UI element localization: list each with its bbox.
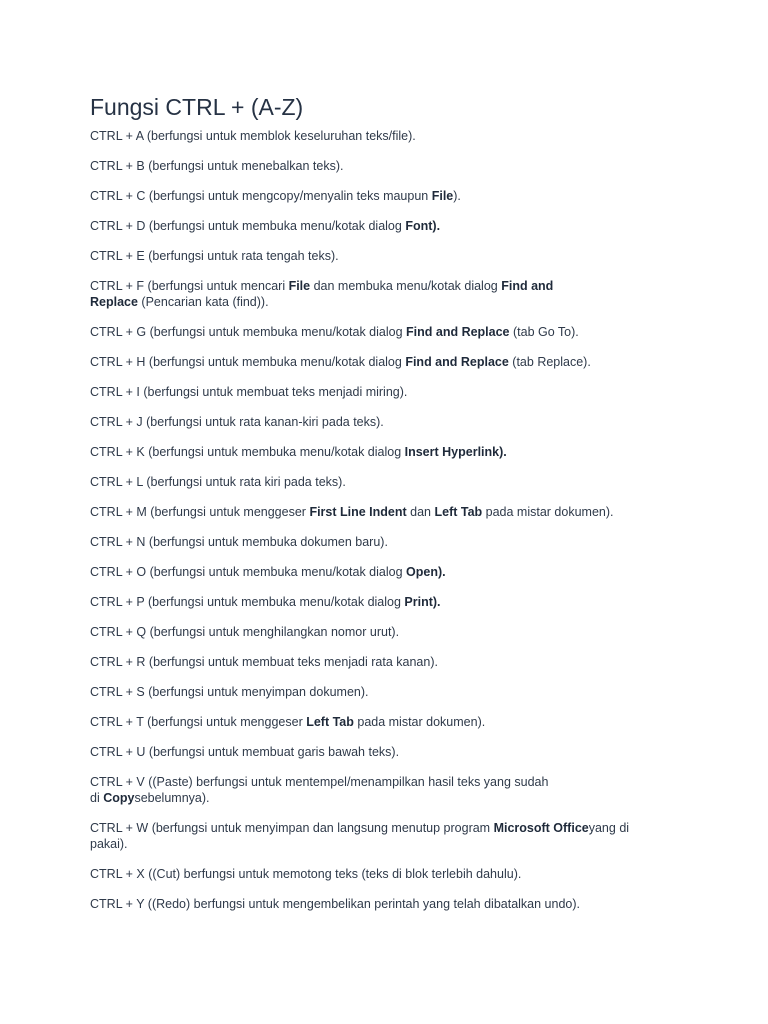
- shortcut-text: di: [90, 791, 104, 805]
- bold-term: File: [288, 279, 311, 293]
- paragraph-gap: [90, 340, 680, 354]
- shortcut-item: [90, 534, 680, 550]
- shortcut-text: CTRL + F (berfungsi untuk mencari: [90, 279, 289, 293]
- bold-term: Left Tab: [434, 505, 483, 519]
- bold-term: Find and: [501, 279, 554, 293]
- paragraph-gap: [90, 460, 680, 474]
- shortcut-text: CTRL + D (berfungsi untuk membuka menu/kotak dialog: [90, 219, 406, 233]
- bold-term: File: [431, 189, 454, 203]
- shortcut-text: CTRL + Q (berfungsi untuk menghilangkan nomor urut).: [90, 625, 400, 639]
- shortcut-item: [90, 594, 680, 610]
- shortcut-list: [90, 128, 680, 912]
- bold-term: Find and Replace: [406, 325, 510, 339]
- shortcut-text: CTRL + X ((Cut) berfungsi untuk memotong teks (teks di blok terlebih dahulu).: [90, 867, 522, 881]
- shortcut-item: [90, 324, 680, 340]
- bold-term: Find and Replace: [405, 355, 509, 369]
- paragraph-gap: [90, 806, 680, 820]
- shortcut-text: CTRL + T (berfungsi untuk menggeser: [90, 715, 307, 729]
- shortcut-text: CTRL + Y ((Redo) berfungsi untuk mengembelikan perintah yang telah dibatalkan undo).: [90, 897, 580, 911]
- paragraph-gap: [90, 670, 680, 684]
- shortcut-text: CTRL + A (berfungsi untuk memblok keseluruhan teks/file).: [90, 129, 416, 143]
- shortcut-text: CTRL + V ((Paste) berfungsi untuk mentempel/menampilkan hasil teks yang sudah: [90, 775, 549, 789]
- shortcut-item: [90, 820, 680, 852]
- shortcut-text: yang di: [588, 821, 630, 835]
- paragraph-gap: [90, 370, 680, 384]
- bold-term: Replace: [90, 295, 138, 309]
- paragraph-gap: [90, 550, 680, 564]
- paragraph-gap: [90, 882, 680, 896]
- shortcut-item: [90, 354, 680, 370]
- shortcut-item: [90, 714, 680, 730]
- paragraph-gap: [90, 144, 680, 158]
- shortcut-text: CTRL + B (berfungsi untuk menebalkan teks).: [90, 159, 344, 173]
- paragraph-gap: [90, 520, 680, 534]
- shortcut-text: CTRL + G (berfungsi untuk membuka menu/kotak dialog: [90, 325, 407, 339]
- shortcut-item: [90, 444, 680, 460]
- shortcut-item: [90, 414, 680, 430]
- paragraph-gap: [90, 204, 680, 218]
- shortcut-text: CTRL + I (berfungsi untuk membuat teks menjadi miring).: [90, 385, 408, 399]
- paragraph-gap: [90, 640, 680, 654]
- shortcut-text: pada mistar dokumen).: [482, 505, 614, 519]
- paragraph-gap: [90, 430, 680, 444]
- paragraph-gap: [90, 310, 680, 324]
- shortcut-item: [90, 654, 680, 670]
- bold-term: Copy: [103, 791, 135, 805]
- shortcut-item: [90, 384, 680, 400]
- shortcut-item: [90, 684, 680, 700]
- paragraph-gap: [90, 852, 680, 866]
- shortcut-text: CTRL + W (berfungsi untuk menyimpan dan langsung menutup program: [90, 821, 494, 835]
- shortcut-text: CTRL + R (berfungsi untuk membuat teks menjadi rata kanan).: [90, 655, 438, 669]
- bold-term: First Line Indent: [309, 505, 407, 519]
- paragraph-gap: [90, 700, 680, 714]
- shortcut-item: [90, 218, 680, 234]
- bold-term: ).: [432, 219, 441, 233]
- bold-term: Left Tab: [306, 715, 354, 729]
- shortcut-item: [90, 278, 680, 310]
- shortcut-text: sebelumnya).: [134, 791, 210, 805]
- paragraph-gap: [90, 234, 680, 248]
- paragraph-gap: [90, 760, 680, 774]
- shortcut-item: [90, 248, 680, 264]
- shortcut-text: dan membuka menu/kotak dialog: [310, 279, 502, 293]
- shortcut-text: CTRL + N (berfungsi untuk membuka dokumen baru).: [90, 535, 388, 549]
- shortcut-text: CTRL + U (berfungsi untuk membuat garis bawah teks).: [90, 745, 400, 759]
- bold-term: Insert Hyperlink).: [404, 445, 507, 459]
- shortcut-text: CTRL + E (berfungsi untuk rata tengah teks).: [90, 249, 339, 263]
- shortcut-item: [90, 774, 680, 806]
- paragraph-gap: [90, 580, 680, 594]
- shortcut-item: [90, 188, 680, 204]
- shortcut-item: [90, 474, 680, 490]
- shortcut-text: CTRL + K (berfungsi untuk membuka menu/kotak dialog: [90, 445, 405, 459]
- shortcut-text: (tab Replace).: [508, 355, 591, 369]
- shortcut-item: [90, 128, 680, 144]
- bold-term: Font: [405, 219, 433, 233]
- shortcut-text: ).: [453, 189, 461, 203]
- shortcut-text: CTRL + S (berfungsi untuk menyimpan dokumen).: [90, 685, 369, 699]
- shortcut-text: CTRL + H (berfungsi untuk membuka menu/kotak dialog: [90, 355, 406, 369]
- paragraph-gap: [90, 610, 680, 624]
- shortcut-item: [90, 158, 680, 174]
- bold-term: Print).: [404, 595, 441, 609]
- shortcut-text: pada mistar dokumen).: [353, 715, 486, 729]
- shortcut-text: (tab Go To).: [509, 325, 579, 339]
- shortcut-text: pakai).: [90, 837, 128, 851]
- shortcut-item: [90, 866, 680, 882]
- shortcut-text: CTRL + O (berfungsi untuk membuka menu/kotak dialog: [90, 565, 407, 579]
- shortcut-text: CTRL + P (berfungsi untuk membuka menu/kotak dialog: [90, 595, 405, 609]
- shortcut-text: CTRL + C (berfungsi untuk mengcopy/menyalin teks maupun: [90, 189, 432, 203]
- shortcut-item: [90, 896, 680, 912]
- shortcut-item: [90, 624, 680, 640]
- shortcut-text: CTRL + M (berfungsi untuk menggeser: [90, 505, 310, 519]
- bold-term: Microsoft Office: [493, 821, 589, 835]
- shortcut-text: CTRL + L (berfungsi untuk rata kiri pada teks).: [90, 475, 346, 489]
- page-title: Fungsi CTRL + (A-Z): [90, 94, 304, 120]
- shortcut-item: [90, 564, 680, 580]
- shortcut-text: (Pencarian kata (find)).: [137, 295, 269, 309]
- shortcut-item: [90, 744, 680, 760]
- paragraph-gap: [90, 174, 680, 188]
- paragraph-gap: [90, 400, 680, 414]
- shortcut-text: CTRL + J (berfungsi untuk rata kanan-kiri pada teks).: [90, 415, 384, 429]
- paragraph-gap: [90, 490, 680, 504]
- bold-term: Open).: [406, 565, 446, 579]
- shortcut-text: dan: [406, 505, 435, 519]
- shortcut-item: [90, 504, 680, 520]
- paragraph-gap: [90, 264, 680, 278]
- document-page: [90, 92, 680, 912]
- paragraph-gap: [90, 730, 680, 744]
